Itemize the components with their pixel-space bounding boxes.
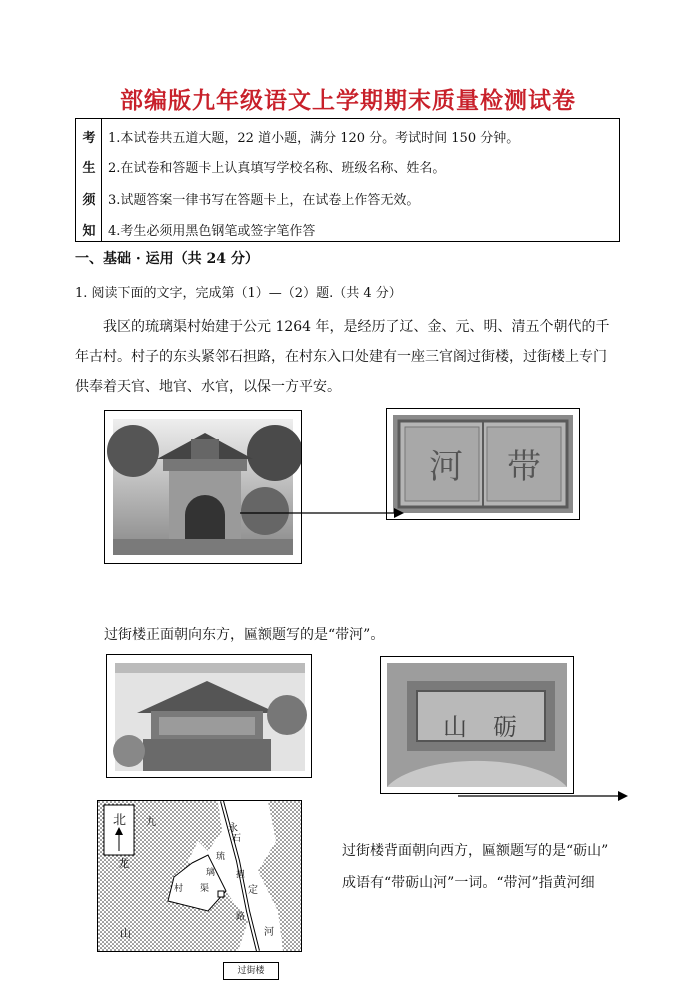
notice-label-char: 须 (82, 193, 96, 208)
notice-item: 2.在试卷和答题卡上认真填写学校名称、班级名称、姓名。 (108, 161, 446, 176)
exam-notice-box (75, 118, 620, 242)
notice-label (76, 119, 102, 241)
notice-label-char: 考 (82, 131, 96, 146)
gate-photo (105, 411, 301, 563)
plaque-lishan-frame (380, 656, 574, 794)
caption-back: 过街楼背面朝向西方，匾额题写的是“砺山” (342, 843, 609, 859)
map-label: 龙 (118, 857, 129, 870)
building-photo (107, 655, 311, 777)
plaque-daihe-frame (386, 408, 580, 520)
plaque-char: 带 (507, 447, 541, 487)
gate-photo-frame (104, 410, 302, 564)
map-label: 山 (120, 927, 131, 940)
notice-item: 1.本试卷共五道大题，22 道小题，满分 120 分。考试时间 150 分钟。 (108, 131, 520, 146)
question-prompt: 1. 阅读下面的文字，完成第（1）—（2）题.（共 4 分） (75, 286, 402, 301)
plaque-daihe-photo (387, 409, 579, 519)
notice-item: 4.考生必须用黑色钢笔或签字笔作答 (108, 224, 316, 239)
map-label: 九 (146, 817, 156, 828)
plaque-char: 河 (429, 447, 463, 487)
map-label: 永 (228, 823, 238, 834)
map-label: 村 (174, 884, 184, 894)
arrow-right-icon (240, 506, 404, 520)
reading-passage: 我区的琉璃渠村始建于公元 1264 年，是经历了辽、金、元、明、清五个朝代的千年古村。村子的东头紧邻石担路，在村东入口处建有一座三官阁过街楼，过街楼上专门供奉着天官、地官、水官，以保一方平安。 (75, 319, 610, 395)
notice-label-char: 生 (82, 161, 96, 176)
map-label: 路 (236, 912, 246, 922)
section-heading: 一、基础 · 运用（共 24 分） (75, 251, 259, 267)
map-label: 定 (248, 885, 258, 896)
map-label: 璃 (206, 868, 216, 878)
caption-back-continued: 成语有“带砺山河”一词。“带河”指黄河细 (342, 875, 595, 891)
page-title: 部编版九年级语文上学期期末质量检测试卷 (120, 88, 576, 114)
arrow-right-icon (458, 789, 628, 803)
map-label: 渠 (200, 884, 210, 894)
notice-label-char: 知 (82, 224, 96, 239)
map-label: 河 (264, 927, 274, 938)
map-label: 琉 (216, 852, 226, 862)
plaque-char: 砺 (493, 713, 517, 741)
plaque-char: 山 (443, 713, 467, 741)
plaque-lishan-photo (381, 657, 573, 793)
map-label: 担 (236, 870, 246, 880)
caption-front: 过街楼正面朝向东方，匾额题写的是“带河”。 (104, 627, 385, 643)
village-map (97, 800, 302, 952)
notice-item: 3.试题答案一律书写在答题卡上，在试卷上作答无效。 (108, 193, 420, 208)
building-photo-frame (106, 654, 312, 778)
map-label: 石 (232, 834, 242, 844)
map-legend: 过街楼 (223, 962, 279, 980)
north-label: 北 (113, 813, 127, 828)
